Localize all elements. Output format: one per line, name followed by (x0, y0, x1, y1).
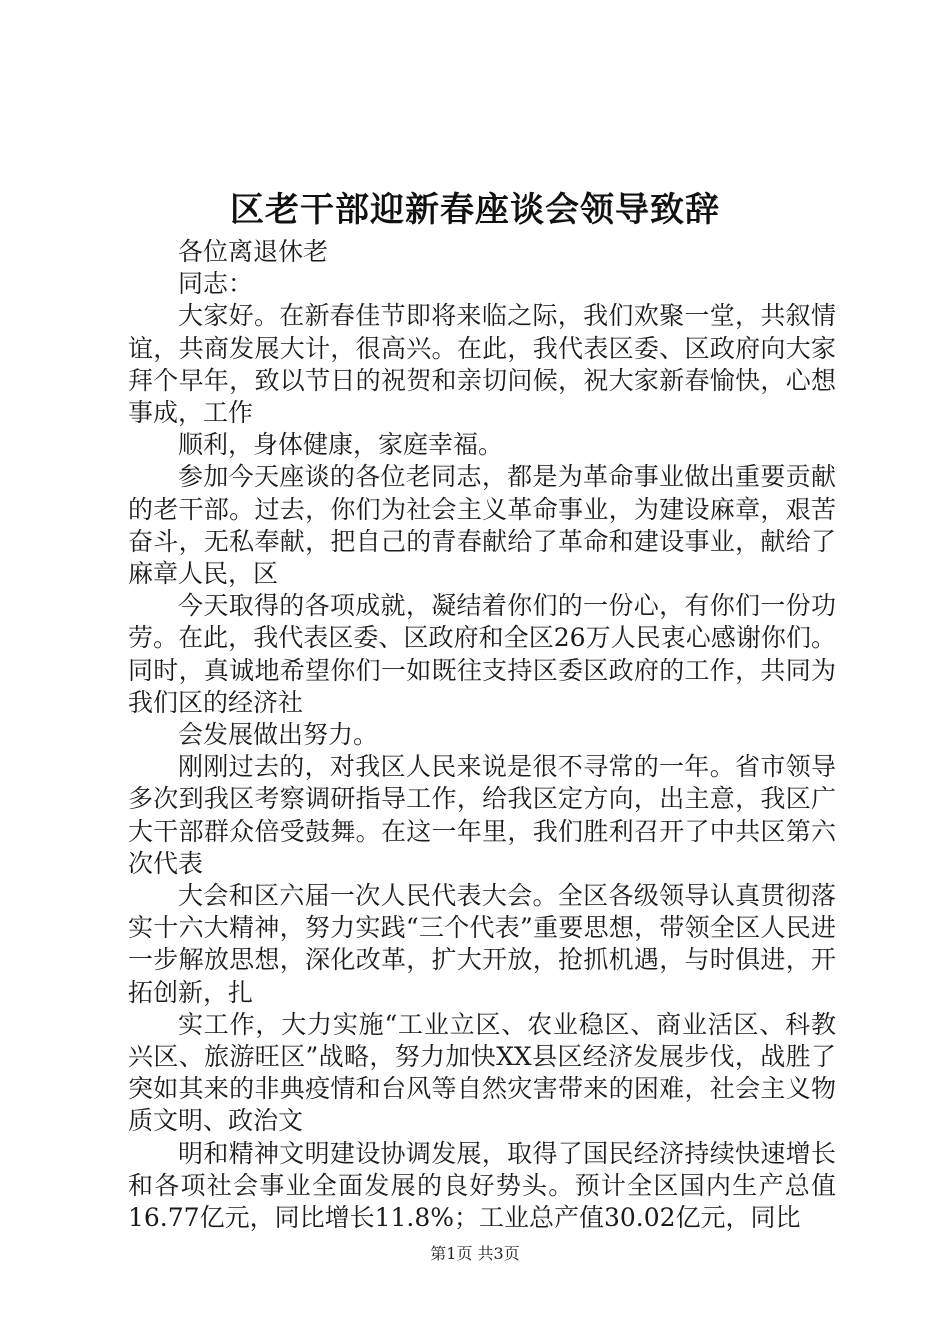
page-number-footer: 第1页 共3页 (430, 1244, 520, 1263)
paragraph: 顺利，身体健康，家庭幸福。 (178, 430, 504, 460)
document-title: 区老干部迎新春座谈会领导致辞 (230, 190, 720, 230)
paragraph: 参加今天座谈的各位老同志，都是为革命事业做出重要贡献的老干部。过去，你们为社会主义革命事业，为建设麻章，艰苦奋斗，无私奉献，把自己的青春献给了革命和建设事业，献给了麻章人民，区 (128, 462, 836, 589)
paragraph: 明和精神文明建设协调发展，取得了国民经济持续快速增长和各项社会事业全面发展的良好势头。预计全区国内生产总值16.77亿元，同比增长11.8%；工业总产值30.02亿元，同比 (128, 1138, 836, 1233)
paragraph: 各位离退休老 (178, 237, 329, 266)
document-body (128, 236, 836, 1234)
paragraph: 会发展做出努力。 (178, 720, 379, 750)
paragraph: 同志： (178, 269, 254, 299)
paragraph: 大家好。在新春佳节即将来临之际，我们欢聚一堂，共叙情谊，共商发展大计，很高兴。在此，我代表区委、区政府向大家拜个早年，致以节日的祝贺和亲切问候，祝大家新春愉快，心想事成，工作 (128, 301, 836, 428)
paragraph: 大会和区六届一次人民代表大会。全区各级领导认真贯彻落实十六大精神，努力实践“三个代表”重要思想，带领全区人民进一步解放思想，深化改革，扩大开放，抢抓机遇，与时俱进，开拓创新，扎 (128, 881, 836, 1007)
paragraph: 实工作，大力实施“工业立区、农业稳区、商业活区、科教兴区、旅游旺区”战略，努力加快XX县区经济发展步伐，战胜了突如其来的非典疫情和台风等自然灾害带来的困难，社会主义物质文明、政治文 (128, 1009, 836, 1136)
paragraph: 刚刚过去的，对我区人民来说是很不寻常的一年。省市领导多次到我区考察调研指导工作，给我区定方向，出主意，我区广大干部群众倍受鼓舞。在这一年里，我们胜利召开了中共区第六次代表 (128, 752, 836, 878)
paragraph: 今天取得的各项成就，凝结着你们的一份心，有你们一份功劳。在此，我代表区委、区政府和全区26万人民衷心感谢你们。同时，真诚地希望你们一如既往支持区委区政府的工作，共同为我们区的经济社 (128, 591, 836, 717)
